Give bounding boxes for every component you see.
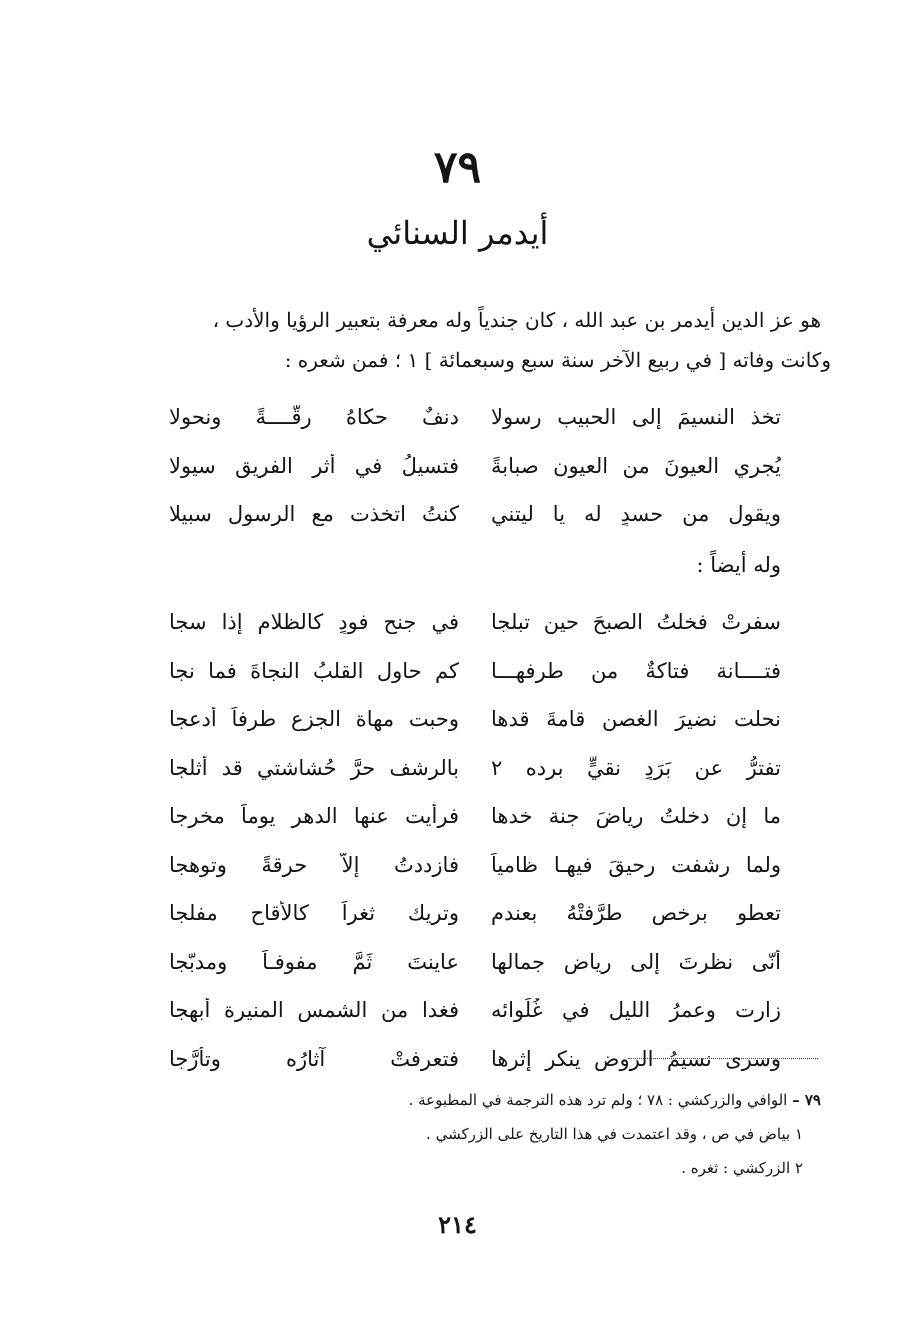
page-number: ٢١٤ — [438, 1210, 477, 1239]
verse-first-hemistich: ولما رشفت رحيقَ فيهـا ظامياً — [491, 852, 781, 877]
footnote-entry-number: ٧٩ – — [792, 1091, 821, 1109]
verse-second-hemistich: فغدا من الشمس المنيرة أبهجا — [169, 998, 459, 1023]
verse-row — [169, 986, 781, 1035]
verse-row — [169, 744, 781, 793]
verse-row — [169, 841, 781, 890]
footnote-2: ٢ الزركشي : ثغره . — [681, 1159, 803, 1177]
verse-second-hemistich: وحبت مهاة الجزع طرفاً أدعجا — [169, 707, 459, 732]
footnote-divider — [628, 1058, 818, 1059]
footnote-main — [121, 1083, 821, 1117]
poem-first — [169, 393, 781, 539]
verse-second-hemistich: كنتُ اتخذت مع الرسول سبيلا — [169, 502, 459, 527]
entry-title: أيدمر السنائي — [366, 214, 549, 252]
verse-row — [169, 647, 781, 696]
verse-second-hemistich: وتريك ثغراً كالأقاح مفلجا — [169, 901, 459, 926]
verse-first-hemistich: وسرى نسيمُ الروض ينكر إثرها — [491, 1046, 781, 1071]
verse-first-hemistich: نحلت نضيرَ الغصن قامةَ قدها — [491, 707, 781, 732]
bio-line: هو عز الدين أيدمر بن عبد الله ، كان جندياً وله معرفة بتعبير الرؤيا والأدب ، — [212, 308, 821, 332]
transition-text: وله أيضاً : — [696, 553, 781, 577]
verse-first-hemistich: تعطو برخصٍ طرَّفتْهُ بعندمٍ — [491, 901, 781, 926]
verse-first-hemistich: ما إن دخلتُ رياضَ جنة خدها — [491, 804, 781, 829]
verse-first-hemistich: فتــــانة فتاكةٌ من طرفهـــا — [491, 658, 781, 683]
verse-second-hemistich: فرأيت عنها الدهر يوماً مخرجا — [169, 804, 459, 829]
verse-row — [169, 490, 781, 539]
biography-paragraph — [101, 300, 831, 380]
verse-row — [169, 792, 781, 841]
footnote-1: ١ بياض في ص ، وقد اعتمدت في هذا التاريخ على الزركشي . — [426, 1125, 803, 1143]
bio-line: وكانت وفاته [ في ربيع الآخر سنة سبع وسبعمائة ] ١ ؛ فمن شعره : — [284, 348, 831, 372]
verse-row — [169, 695, 781, 744]
verse-first-hemistich: يُجري العيونَ من العيون صبابةً — [491, 453, 781, 478]
verse-second-hemistich: فتسيلُ في أثر الفريق سيولا — [169, 453, 459, 478]
verse-first-hemistich: زارت وعمرُ الليل في غُلَوائه — [491, 998, 781, 1023]
footnotes — [121, 1083, 821, 1185]
entry-number: ٧٩ — [433, 142, 482, 193]
verse-first-hemistich: ويقول من حسدٍ له يا ليتني — [491, 502, 781, 527]
verse-first-hemistich: تفترُّ عن بَرَدٍ نقيٍّ برده ٢ — [491, 755, 781, 780]
verse-row — [169, 938, 781, 987]
verse-row — [169, 889, 781, 938]
verse-second-hemistich: عاينتَ ثَمَّ مفوفـاً ومدبّجا — [169, 949, 459, 974]
footnote-main-text: الوافي والزركشي : ٧٨ ؛ ولم ترد هذه الترجمة في المطبوعة . — [408, 1091, 788, 1109]
verse-second-hemistich: فتعرفتْ آثارُه وتأرَّجا — [169, 1046, 459, 1071]
verse-first-hemistich: أنّى نظرتَ إلى رياض جمالها — [491, 949, 781, 974]
verse-second-hemistich: فازددتُ إلاّ حرقةً وتوهجا — [169, 852, 459, 877]
verse-second-hemistich: كم حاول القلبُ النجاةَ فما نجا — [169, 658, 459, 683]
verse-second-hemistich: دنفٌ حكاهُ رقّــــةً ونحولا — [169, 405, 459, 430]
verse-row — [169, 442, 781, 491]
verse-second-hemistich: بالرشف حرَّ حُشاشتي قد أثلجا — [169, 755, 459, 780]
verse-row — [169, 598, 781, 647]
verse-first-hemistich: تخذ النسيمَ إلى الحبيب رسولا — [491, 405, 781, 430]
verse-first-hemistich: سفرتْ فخلتُ الصبحَ حين تبلجا — [491, 610, 781, 635]
verse-row — [169, 393, 781, 442]
poem-second — [169, 598, 781, 1083]
verse-second-hemistich: في جنح فودٍ كالظلام إذا سجا — [169, 610, 459, 635]
